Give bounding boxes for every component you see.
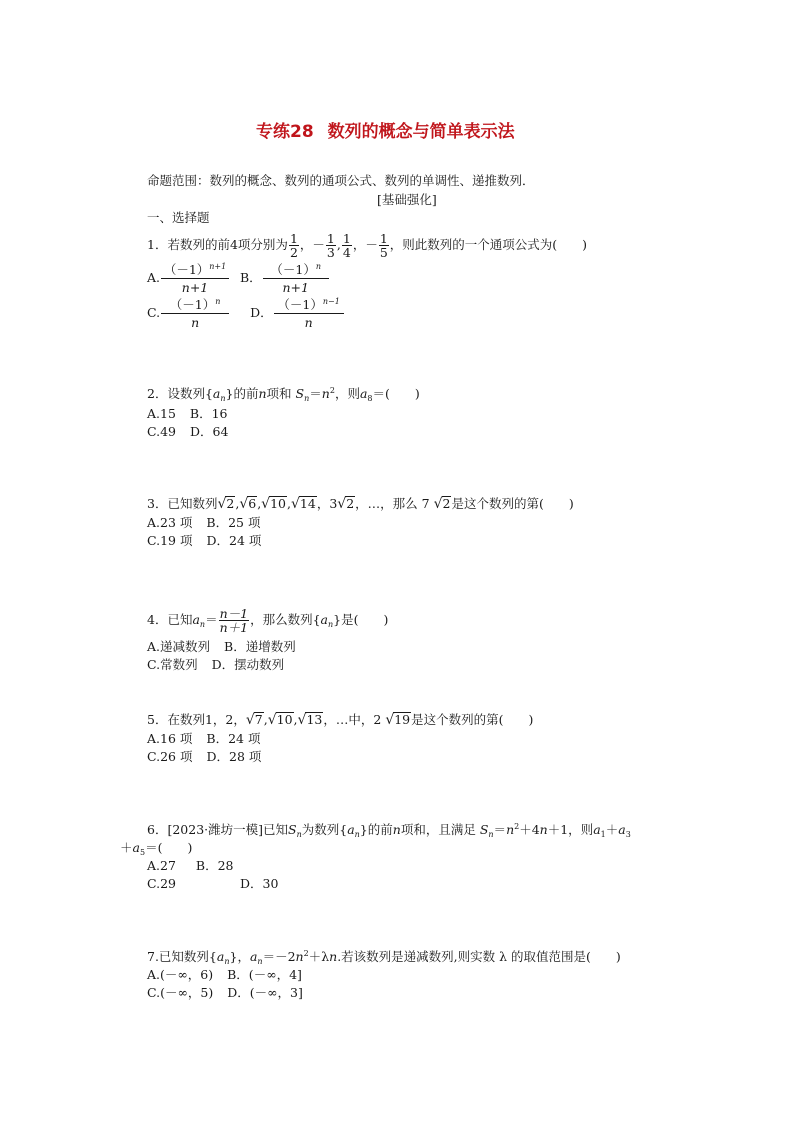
option-c[interactable]: C.49 (147, 424, 176, 439)
option-a[interactable]: A. $\frac{(-1)^{n+1}}{n+1}$ (147, 261, 230, 296)
option-c[interactable]: C.29 (147, 876, 176, 891)
option-c[interactable]: C.19 项 (147, 533, 193, 548)
question-7-stem: 7.已知数列$\{a_n\}$，$a_n=-2n^2+\lambda n$.若该数列是递减数列,则实数 λ 的取值范围是( ) (147, 949, 621, 966)
fraction: $\frac{1}{5}$ (379, 231, 388, 260)
option-a[interactable]: A.15 (147, 406, 176, 421)
question-3-stem: 3．已知数列√2,√6,√10,√14，3√2，…，那么 7 √2是这个数列的第( ) (147, 496, 574, 512)
question-2-options-ab (147, 406, 228, 422)
option-b[interactable]: B．16 (189, 406, 228, 421)
option-c[interactable]: C. $\frac{(-1)^n}{n}$ (147, 296, 230, 331)
question-6-stem: 6．[2023·潍坊一模]已知$S_n$为数列$\{a_n\}$的前n项和，且满足 $S_n=n^2+4n+1$，则$a_1+a_3$ (147, 822, 631, 839)
option-d[interactable]: D．摆动数列 (211, 657, 285, 672)
question-1-options-ab (147, 261, 330, 296)
option-d[interactable]: D．30 (240, 876, 279, 891)
option-b[interactable]: B．25 项 (206, 515, 261, 530)
title-name: 数列的概念与简单表示法 (327, 122, 515, 142)
question-6-stem-cont: $+a_5=$( ) (120, 840, 193, 857)
question-6-options-cd (147, 876, 278, 892)
level-label: [基础强化] (377, 192, 437, 207)
option-b[interactable]: B．24 项 (206, 731, 261, 746)
option-a[interactable]: A.16 项 (147, 731, 193, 746)
option-a[interactable]: A.27 (147, 858, 176, 873)
question-2-stem: 2．设数列$\{a_n\}$的前n项和 $S_n=n^2$，则$a_8=$( ) (147, 386, 420, 403)
option-a[interactable]: A.递减数列 (147, 639, 211, 654)
option-d[interactable]: D． $\frac{(-1)^{n-1}}{n}$ (250, 296, 345, 331)
question-7-options-ab (147, 967, 302, 983)
option-d[interactable]: D．64 (190, 424, 229, 439)
title-series: 专练28 (256, 122, 314, 142)
fraction: $\frac{1}{2}$ (289, 231, 298, 260)
question-4-options-cd (147, 657, 284, 673)
option-d[interactable]: D．24 项 (206, 533, 262, 548)
option-c[interactable]: C.26 项 (147, 749, 193, 764)
option-b[interactable]: B．递增数列 (224, 639, 296, 654)
question-1-stem: 1．若数列的前4项分别为 $\frac{1}{2}$ ，－ $\frac{1}{3}$ , $\frac{1}{4}$ ，－ $\frac{1}{5}$ ，则此数列的一个通项公式为( ) (147, 231, 588, 260)
scope-line: 命题范围：数列的概念、数列的通项公式、数列的单调性、递推数列． (147, 173, 535, 188)
question-4-options-ab (147, 639, 296, 655)
option-a[interactable]: A.(－∞，6) (147, 967, 214, 982)
option-b[interactable]: B．(－∞，4] (227, 967, 302, 982)
option-b[interactable]: B．28 (195, 858, 234, 873)
page-title (256, 124, 515, 140)
question-5-options-cd (147, 749, 261, 765)
question-2-options-cd (147, 424, 228, 440)
question-6-options-ab (147, 858, 234, 874)
question-5-stem: 5．在数列1，2，√7,√10,√13，…中，2 √19是这个数列的第( ) (147, 712, 534, 728)
question-4-stem: 4．已知$a_n=$ $\frac{n-1}{n+1}$ ，那么数列$\{a_n\}$是( ) (147, 606, 389, 635)
question-3-options-ab (147, 515, 260, 531)
option-a[interactable]: A.23 项 (147, 515, 193, 530)
option-d[interactable]: D．28 项 (206, 749, 262, 764)
fraction: $\frac{1}{4}$ (342, 231, 351, 260)
question-3-options-cd (147, 533, 261, 549)
section-heading: 一、选择题 (147, 210, 210, 225)
option-c[interactable]: C.常数列 (147, 657, 198, 672)
question-1-options-cd (147, 296, 345, 331)
option-b[interactable]: B． $\frac{(-1)^n}{n+1}$ (240, 261, 330, 296)
question-5-options-ab (147, 731, 260, 747)
question-7-options-cd (147, 985, 303, 1001)
fraction: $\frac{1}{3}$ (326, 231, 335, 260)
option-d[interactable]: D．(－∞，3] (227, 985, 303, 1000)
fraction: $\frac{n-1}{n+1}$ (219, 606, 249, 635)
option-c[interactable]: C.(－∞，5) (147, 985, 214, 1000)
